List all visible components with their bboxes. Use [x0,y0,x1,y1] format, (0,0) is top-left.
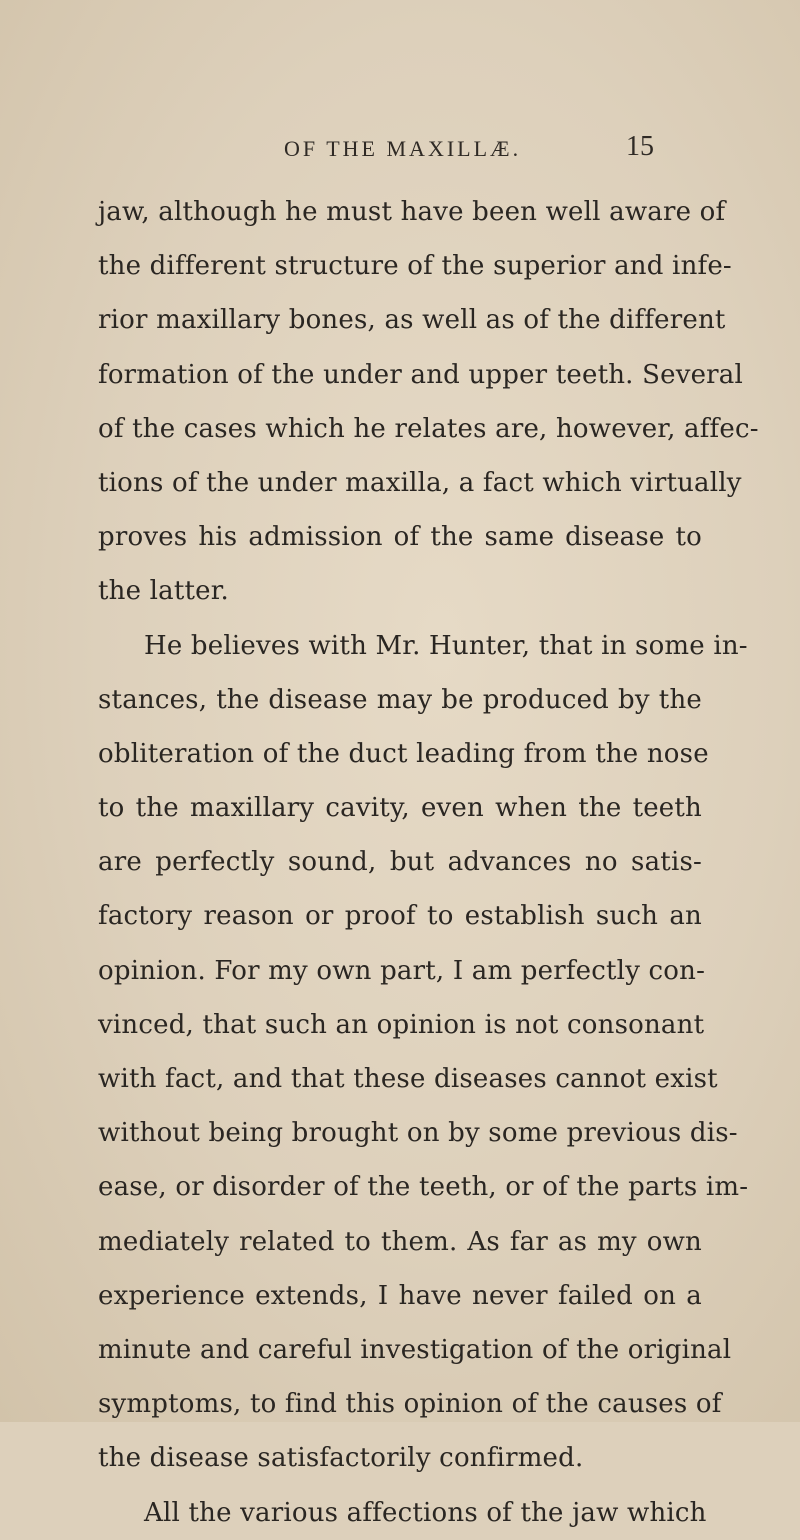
text-line: the disease satisfactorily confirmed. [98,1443,584,1474]
text-line: the different structure of the superior and infe- [98,251,732,282]
body-text [98,185,759,1540]
page-number: 15 [626,131,654,162]
text-line: of the cases which he relates are, however, affec- [98,413,759,444]
text-line: without being brought on by some previous dis- [98,1118,738,1149]
running-head-title: OF THE MAXILLÆ. [284,136,522,161]
text-line: stances, the disease may be produced by the [98,684,702,715]
text-line: formation of the under and upper teeth. Several [98,359,744,390]
text-line: tions of the under maxilla, a fact which virtually [98,467,742,498]
paragraph-start-line: All the various affections of the jaw which [144,1497,707,1528]
text-line: obliteration of the duct leading from the nose [98,738,709,769]
text-line: ease, or disorder of the teeth, or of the parts im- [98,1172,749,1203]
text-line: to the maxillary cavity, even when the teeth [98,793,702,824]
text-line: vinced, that such an opinion is not consonant [98,1009,705,1040]
text-line: rior maxillary bones, as well as of the different [98,305,726,336]
text-line: with fact, and that these diseases cannot exist [98,1064,718,1094]
text-line: opinion. For my own part, I am perfectly con- [98,955,706,986]
text-line: symptoms, to find this opinion of the causes of [98,1389,722,1420]
running-head [0,128,800,168]
text-line: proves his admission of the same disease to [98,522,702,553]
text-line: factory reason or proof to establish such an [98,901,702,932]
paragraph-start-line: He believes with Mr. Hunter, that in some in- [144,630,748,661]
text-line: experience extends, I have never failed on a [98,1280,702,1311]
text-line: jaw, although he must have been well aware of [98,197,726,227]
text-line: are perfectly sound, but advances no satis- [98,847,702,878]
text-line: mediately related to them. As far as my own [98,1226,702,1257]
text-line: minute and careful investigation of the original [98,1334,732,1365]
text-line: the latter. [98,576,229,607]
